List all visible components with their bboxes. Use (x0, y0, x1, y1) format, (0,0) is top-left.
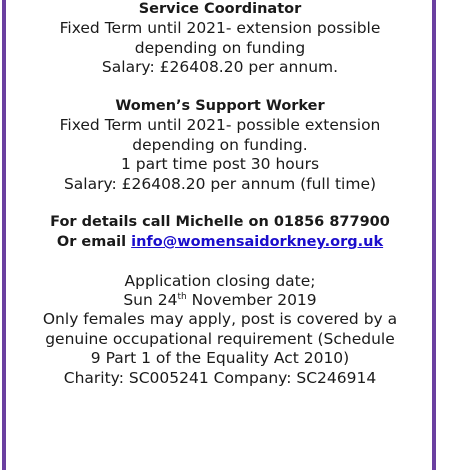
job-advert (8, 0, 432, 388)
spacer (8, 194, 432, 213)
email-link[interactable]: info@womensaidorkney.org.uk (131, 233, 384, 250)
closing-date-suffix: th (177, 291, 187, 302)
job2-hours: 1 part time post 30 hours (120, 155, 320, 174)
job1-title: Service Coordinator (138, 1, 302, 17)
closing-date-rest: November 2019 (186, 291, 317, 310)
registration-numbers: Charity: SC005241 Company: SC246914 (63, 368, 377, 387)
job2-salary: Salary: £26408.20 per annum (full time) (63, 174, 377, 193)
job1-salary: Salary: £26408.20 per annum. (101, 58, 339, 77)
email-prefix: Or email (56, 233, 132, 250)
closing-date-day: Sun 24 (123, 291, 178, 310)
eligibility-note: Only females may apply, post is covered by a (42, 310, 398, 329)
spacer (8, 78, 432, 97)
job2-title: Women’s Support Worker (115, 98, 325, 115)
job2-term: Fixed Term until 2021- possible extension (59, 116, 381, 135)
contact-phone: For details call Michelle on 01856 877900 (50, 214, 390, 231)
eligibility-note: 9 Part 1 of the Equality Act 2010) (90, 349, 350, 368)
eligibility-note: genuine occupational requirement (Schedule (45, 329, 395, 348)
job2-funding: depending on funding. (132, 135, 308, 154)
spacer (8, 252, 432, 271)
closing-label: Application closing date; (124, 271, 316, 290)
closing-date (8, 291, 432, 310)
job1-term: Fixed Term until 2021- extension possible (59, 19, 381, 38)
job1-funding: depending on funding (134, 38, 306, 57)
contact-email-line (8, 233, 432, 252)
